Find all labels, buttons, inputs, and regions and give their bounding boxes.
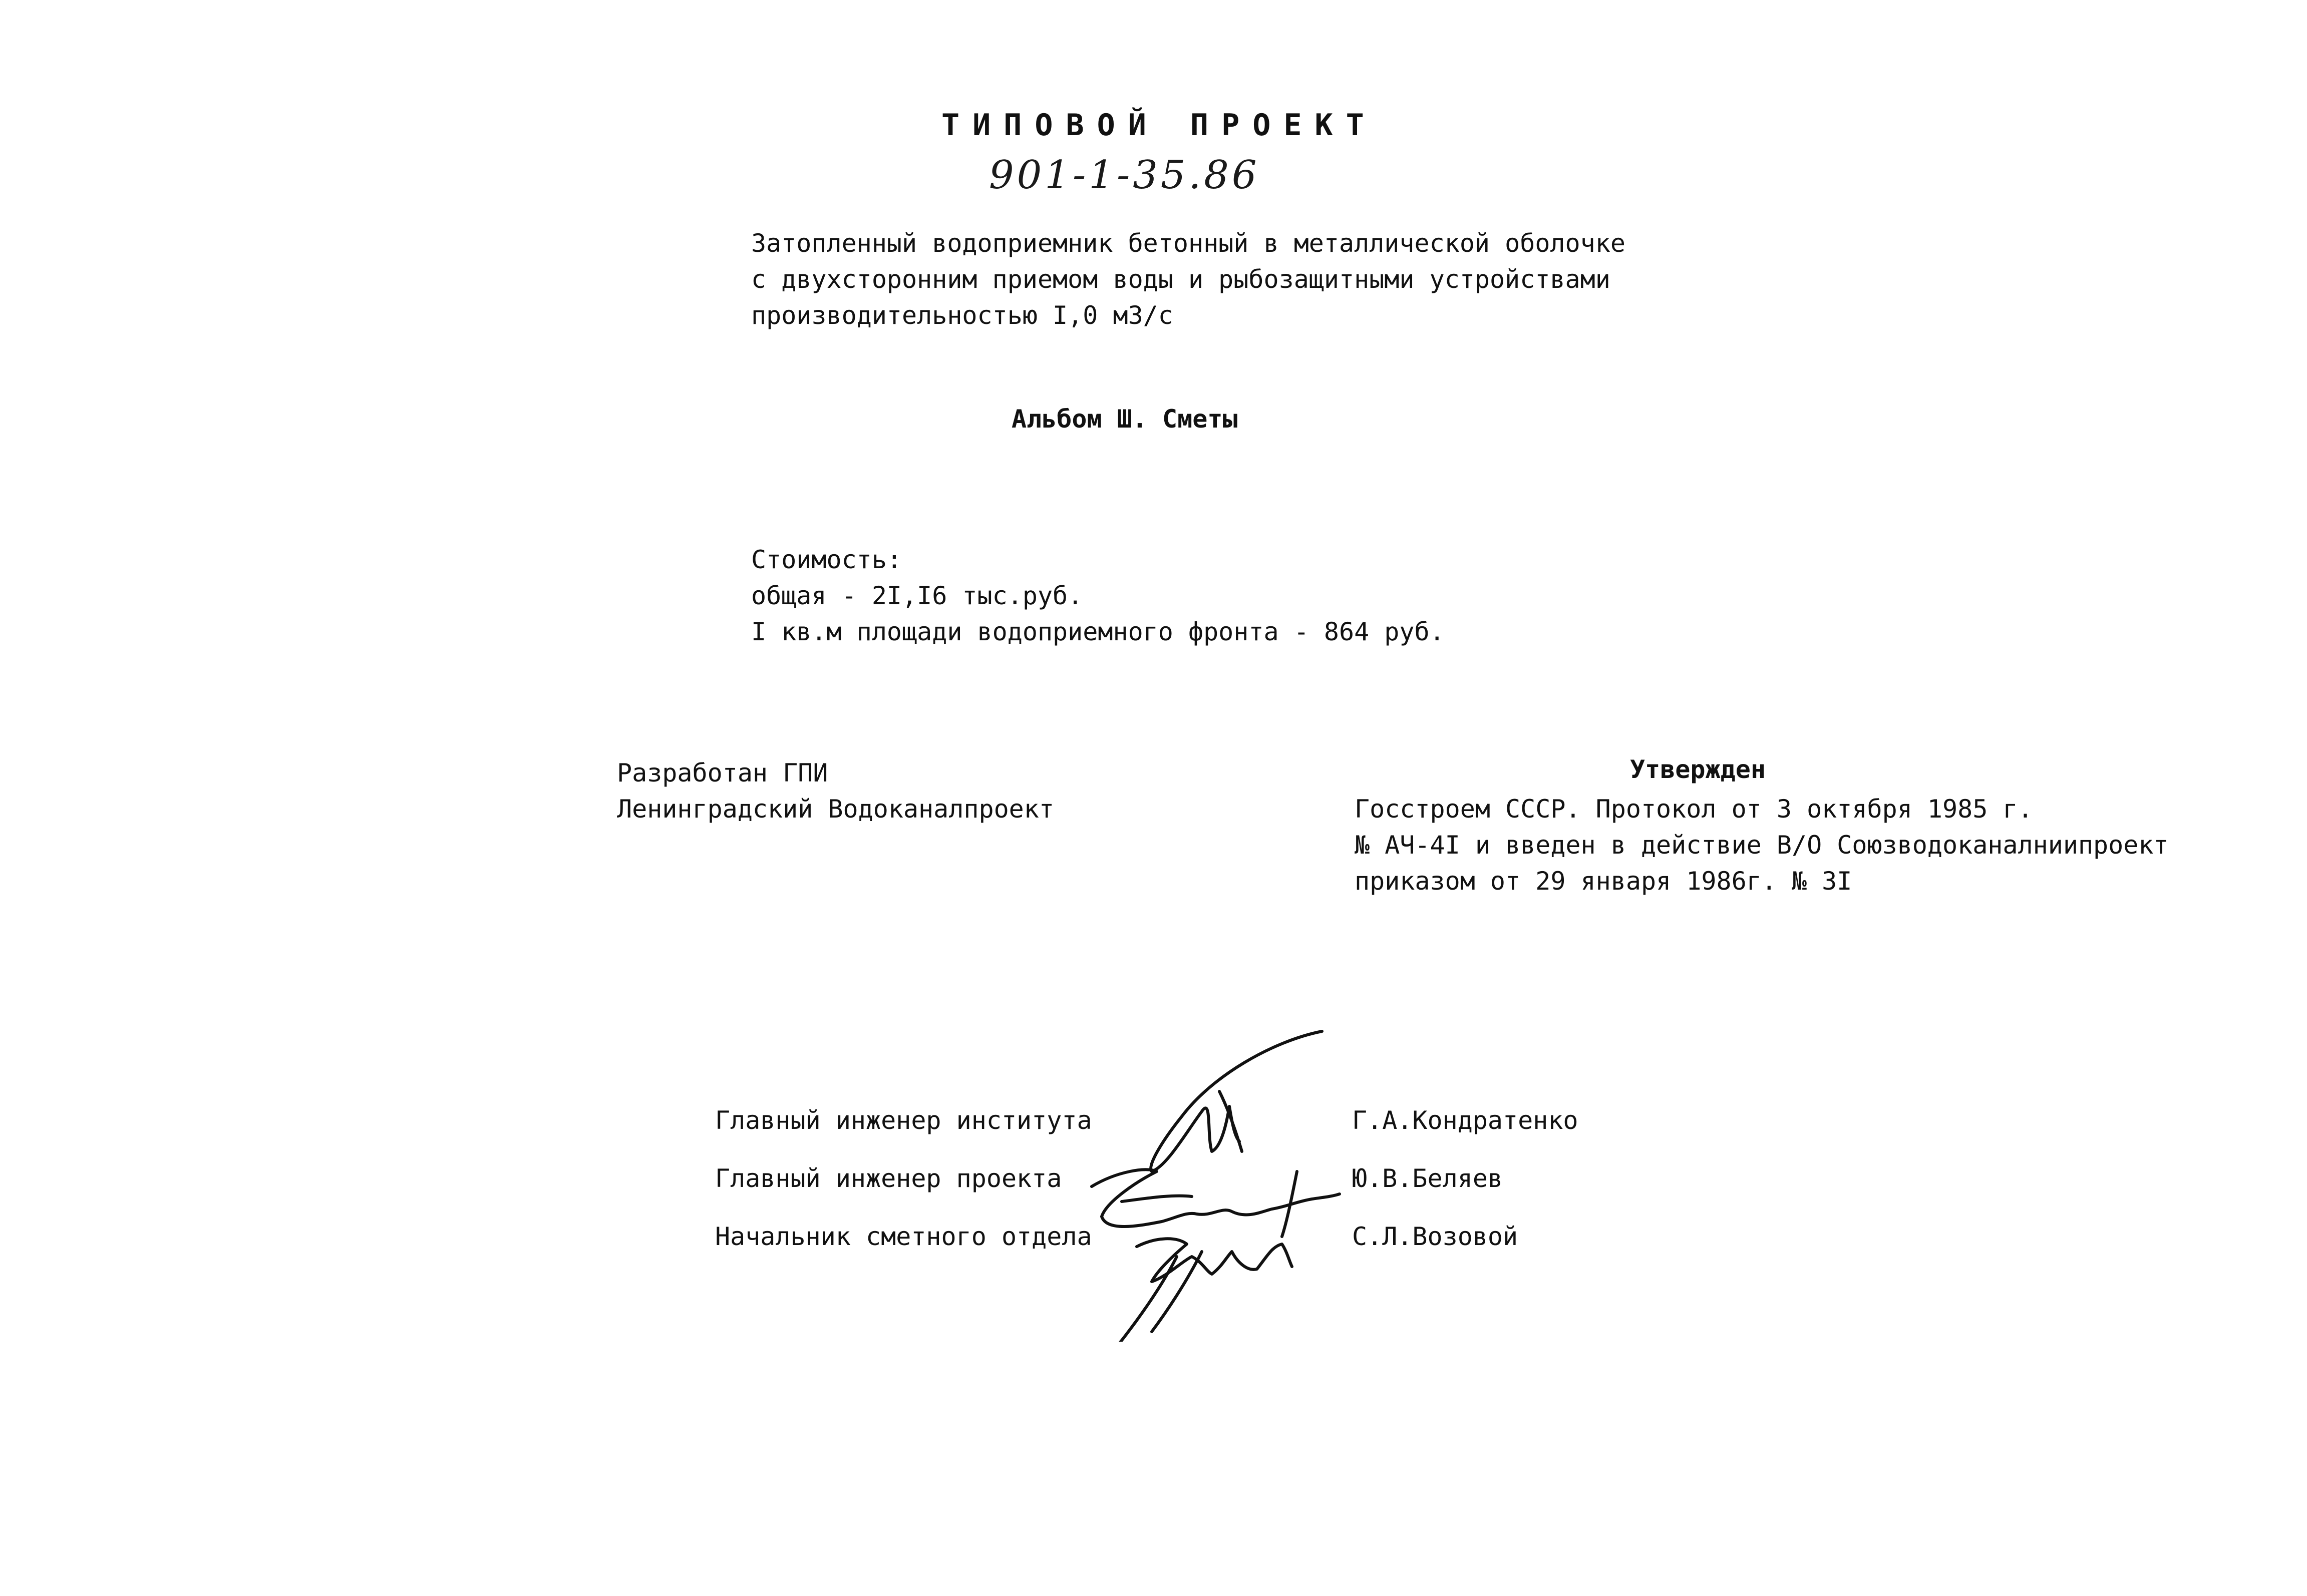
approval-line-2: № АЧ-4I и введен в действие В/О Союзводоканалниипроект [1355, 831, 2169, 860]
signature-stroke [1117, 1257, 1177, 1342]
cost-total: общая - 2I,I6 тыс.руб. [751, 581, 1083, 610]
signature-stroke [1152, 1252, 1202, 1332]
signatory-name: Ю.В.Беляев [1352, 1164, 1503, 1193]
signatory-names [1352, 1091, 1578, 1266]
approval-heading: Утвержден [1630, 755, 1766, 784]
document-title: ТИПОВОЙ ПРОЕКТ [941, 108, 1377, 143]
approval-block [1355, 791, 2169, 899]
description-line-3: производительностью I,0 м3/с [751, 301, 1173, 330]
developer-block [617, 755, 1054, 827]
album-title: Альбом Ш. Сметы [1012, 405, 1238, 434]
signature-stroke [1219, 1091, 1242, 1151]
signatory-role: Главный инженер института [715, 1106, 1092, 1135]
description-line-2: с двухсторонним приемом воды и рыбозащитными устройствами [751, 265, 1610, 294]
approval-line-1: Госстроем СССР. Протокол от 3 октября 1985 г. [1355, 794, 2033, 824]
signatory-name: Г.А.Кондратенко [1352, 1106, 1578, 1135]
signature-stroke [1137, 1239, 1292, 1282]
handwritten-signatures [1062, 1021, 1342, 1342]
approval-line-3: приказом от 29 января 1986г. № 3I [1355, 867, 1852, 896]
developer-line-1: Разработан ГПИ [617, 758, 828, 787]
cost-block [751, 542, 1445, 650]
signatory-role: Начальник сметного отдела [715, 1222, 1092, 1251]
project-number: 901-1-35.86 [989, 153, 1260, 198]
signature-stroke [1151, 1031, 1322, 1171]
cost-per-area: I кв.м площади водоприемного фронта - 864 руб. [751, 617, 1445, 646]
project-description [751, 225, 1625, 333]
signatory-roles [715, 1091, 1092, 1266]
signature-stroke [1092, 1169, 1340, 1227]
description-line-1: Затопленный водоприемник бетонный в металлической оболочке [751, 229, 1625, 258]
signature-stroke [1122, 1196, 1192, 1202]
signatory-name: С.Л.Возовой [1352, 1222, 1518, 1251]
cost-label: Стоимость: [751, 545, 902, 574]
signatory-role: Главный инженер проекта [715, 1164, 1062, 1193]
developer-line-2: Ленинградский Водоканалпроект [617, 794, 1054, 824]
